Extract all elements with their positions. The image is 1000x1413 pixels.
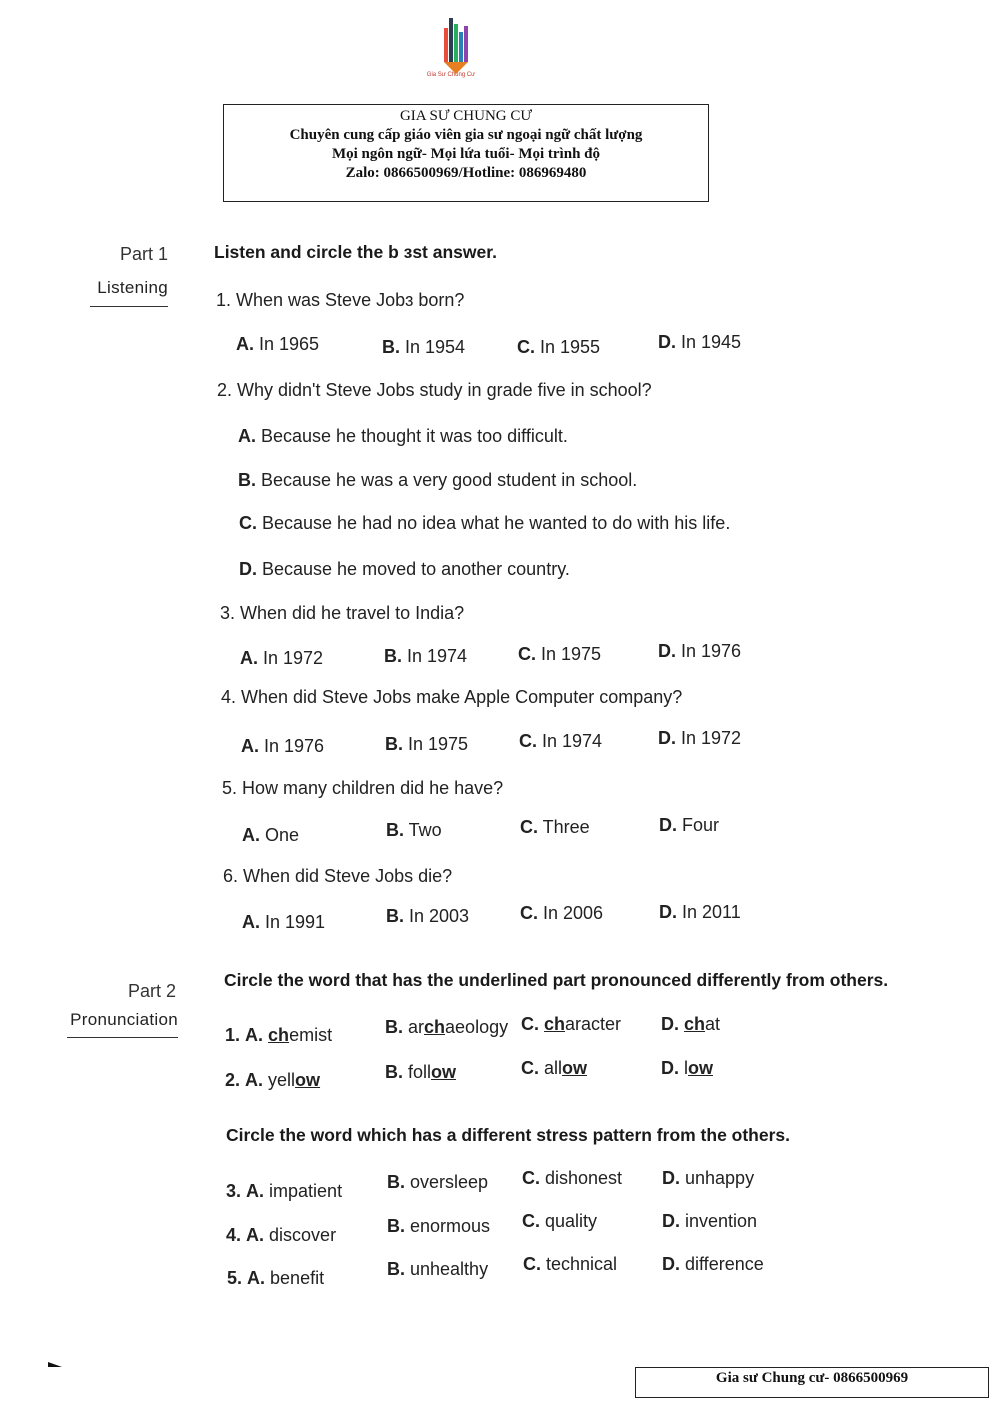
option-text: dishonest bbox=[540, 1168, 623, 1188]
q3-option-a[interactable] bbox=[240, 648, 323, 669]
q2-option-d[interactable] bbox=[239, 559, 570, 580]
option-letter: C. bbox=[522, 1168, 540, 1188]
option-text: In 1972 bbox=[676, 728, 742, 748]
option-letter: D. bbox=[659, 902, 677, 922]
part2-instruction-2: Circle the word which has a different stress pattern from the others. bbox=[226, 1125, 791, 1145]
q4-option-d[interactable] bbox=[658, 728, 741, 749]
option-letter: D. bbox=[659, 815, 677, 835]
logo-text: Gia Sư Chung Cư bbox=[426, 72, 476, 78]
option-text: difference bbox=[680, 1254, 764, 1274]
option-text: at bbox=[705, 1014, 721, 1034]
option-text: ch bbox=[544, 1014, 566, 1034]
option-text: benefit bbox=[265, 1268, 325, 1288]
option-letter: B. bbox=[238, 470, 256, 490]
option-letter: D. bbox=[658, 641, 676, 661]
option-letter: B. bbox=[387, 1216, 405, 1236]
part1-instruction: Listen and circle the b ɜst answer. bbox=[214, 242, 497, 262]
option-letter: C. bbox=[517, 337, 535, 357]
question-2: 2. Why didn't Steve Jobs study in grade five in school? bbox=[217, 380, 652, 400]
option-text: invention bbox=[680, 1211, 758, 1231]
option-letter: C. bbox=[522, 1211, 540, 1231]
option-letter: A. bbox=[242, 825, 260, 845]
q5-option-c[interactable] bbox=[520, 817, 590, 838]
option-text: In 1972 bbox=[258, 648, 324, 668]
option-text: unhappy bbox=[680, 1168, 755, 1188]
part2-underline bbox=[67, 1037, 178, 1038]
option-letter: 5. bbox=[227, 1268, 243, 1288]
option-text: Because he had no idea what he wanted to do with his life. bbox=[257, 513, 731, 533]
stress-3-option-d[interactable] bbox=[662, 1168, 754, 1189]
stress-5-option-a[interactable] bbox=[227, 1268, 324, 1289]
stress-5-option-c[interactable] bbox=[523, 1254, 617, 1275]
option-text: In 1991 bbox=[260, 912, 326, 932]
option-letter: A. bbox=[236, 334, 254, 354]
q3-option-d[interactable] bbox=[658, 641, 741, 662]
pron-1-option-c[interactable] bbox=[521, 1014, 621, 1035]
q4-option-a[interactable] bbox=[241, 736, 324, 757]
option-letter: B. bbox=[385, 1017, 403, 1037]
part1-label: Part 1 bbox=[119, 244, 168, 264]
question-3: 3. When did he travel to India? bbox=[220, 603, 465, 623]
pron-2-option-b[interactable] bbox=[385, 1062, 456, 1083]
option-text: Three bbox=[538, 817, 590, 837]
part2-sub: Pronunciation bbox=[70, 1010, 178, 1029]
option-letter: B. bbox=[384, 646, 402, 666]
option-text: l bbox=[679, 1058, 688, 1078]
q3-option-c[interactable] bbox=[518, 644, 601, 665]
option-text: Because he moved to another country. bbox=[257, 559, 570, 579]
option-letter: B. bbox=[386, 820, 404, 840]
option-text: yell bbox=[263, 1070, 296, 1090]
option-text: aracter bbox=[565, 1014, 622, 1034]
option-letter: D. bbox=[239, 559, 257, 579]
part2-label: Part 2 bbox=[127, 981, 176, 1001]
footer-box: Gia sư Chung cư- 0866500969 bbox=[635, 1367, 989, 1398]
option-text: oversleep bbox=[405, 1172, 489, 1192]
q6-option-c[interactable] bbox=[520, 903, 603, 924]
option-letter: B. bbox=[387, 1259, 405, 1279]
header-line-3: Mọi ngôn ngữ- Mọi lứa tuổi- Mọi trình độ bbox=[331, 146, 600, 162]
option-letter: 4. bbox=[226, 1225, 242, 1245]
header-line-2: Chuyên cung cấp giáo viên gia sư ngoại ngữ chất lượng bbox=[289, 127, 643, 143]
stress-4-option-c[interactable] bbox=[522, 1211, 597, 1232]
pron-1-option-a[interactable] bbox=[225, 1025, 332, 1046]
option-letter: A. bbox=[246, 1225, 265, 1245]
corner-mark-icon bbox=[48, 1362, 62, 1367]
q2-option-b[interactable] bbox=[238, 470, 637, 491]
pron-2-option-a[interactable] bbox=[225, 1070, 320, 1091]
option-text: In 1975 bbox=[403, 734, 469, 754]
option-letter: C. bbox=[520, 817, 538, 837]
part1-sub: Listening bbox=[97, 278, 168, 297]
option-letter: A. bbox=[238, 426, 256, 446]
part2-instruction-1: Circle the word that has the underlined part pronounced differently from others. bbox=[224, 970, 889, 990]
option-text: quality bbox=[540, 1211, 598, 1231]
option-text: ar bbox=[403, 1017, 425, 1037]
option-text: In 2003 bbox=[404, 906, 470, 926]
option-text: enormous bbox=[405, 1216, 491, 1236]
option-text: In 1974 bbox=[402, 646, 468, 666]
q4-option-b[interactable] bbox=[385, 734, 468, 755]
option-text: impatient bbox=[264, 1181, 343, 1201]
option-letter: 3. bbox=[226, 1181, 242, 1201]
q1-option-b[interactable] bbox=[382, 337, 465, 358]
option-letter: C. bbox=[520, 903, 538, 923]
q5-option-a[interactable] bbox=[242, 825, 299, 846]
option-text: In 1954 bbox=[400, 337, 466, 357]
stress-4-option-b[interactable] bbox=[387, 1216, 490, 1237]
option-text: ow bbox=[562, 1058, 588, 1078]
option-letter: A. bbox=[247, 1268, 266, 1288]
pron-1-option-d[interactable] bbox=[661, 1014, 720, 1035]
option-text: Four bbox=[677, 815, 720, 835]
option-letter: A. bbox=[241, 736, 259, 756]
question-1: 1. When was Steve Jobɜ born? bbox=[216, 290, 465, 310]
option-text: technical bbox=[541, 1254, 618, 1274]
option-letter: D. bbox=[662, 1254, 680, 1274]
option-text: ow bbox=[688, 1058, 713, 1078]
header-title: GIA SƯ CHUNG CƯ bbox=[399, 108, 533, 124]
option-letter: A. bbox=[240, 648, 258, 668]
option-text: Because he thought it was too difficult. bbox=[256, 426, 568, 446]
option-text: discover bbox=[264, 1225, 337, 1245]
option-letter: A. bbox=[246, 1181, 265, 1201]
option-text: unhealthy bbox=[405, 1259, 489, 1279]
q2-option-a[interactable] bbox=[238, 426, 568, 447]
q5-option-d[interactable] bbox=[659, 815, 719, 836]
option-text: all bbox=[539, 1058, 563, 1078]
stress-3-option-a[interactable] bbox=[226, 1181, 342, 1202]
option-letter: B. bbox=[382, 337, 400, 357]
option-text: ch bbox=[268, 1025, 290, 1045]
option-text: In 1945 bbox=[676, 332, 742, 352]
option-text: ch bbox=[424, 1017, 446, 1037]
pron-2-option-d[interactable] bbox=[661, 1058, 713, 1079]
stress-5-option-b[interactable] bbox=[387, 1259, 488, 1280]
header-box bbox=[223, 104, 709, 202]
q1-option-a[interactable] bbox=[236, 334, 319, 355]
q6-option-b[interactable] bbox=[386, 906, 469, 927]
option-letter: B. bbox=[385, 1062, 403, 1082]
option-letter: C. bbox=[521, 1014, 539, 1034]
q2-option-c[interactable] bbox=[239, 513, 730, 534]
option-text: In 2011 bbox=[677, 902, 741, 922]
option-letter: B. bbox=[387, 1172, 405, 1192]
option-letter: 1. bbox=[225, 1025, 241, 1045]
option-letter: D. bbox=[662, 1168, 680, 1188]
option-letter: 2. bbox=[225, 1070, 241, 1090]
option-letter: A. bbox=[245, 1070, 264, 1090]
option-letter: C. bbox=[523, 1254, 541, 1274]
stress-4-option-a[interactable] bbox=[226, 1225, 336, 1246]
option-letter: D. bbox=[658, 332, 676, 352]
option-letter: D. bbox=[661, 1058, 679, 1078]
stress-5-option-d[interactable] bbox=[662, 1254, 764, 1275]
q5-option-b[interactable] bbox=[386, 820, 442, 841]
option-text: emist bbox=[289, 1025, 333, 1045]
q6-option-a[interactable] bbox=[242, 912, 325, 933]
option-text: One bbox=[260, 825, 300, 845]
option-letter: B. bbox=[385, 734, 403, 754]
option-text: ow bbox=[431, 1062, 457, 1082]
question-6: 6. When did Steve Jobs die? bbox=[223, 866, 453, 886]
option-text: Because he was a very good student in school. bbox=[256, 470, 638, 490]
q1-option-d[interactable] bbox=[658, 332, 741, 353]
q6-option-d[interactable] bbox=[659, 902, 741, 923]
stress-3-option-c[interactable] bbox=[522, 1168, 622, 1189]
option-text: foll bbox=[403, 1062, 432, 1082]
option-text: In 1976 bbox=[676, 641, 742, 661]
option-text: In 1975 bbox=[536, 644, 602, 664]
stress-3-option-b[interactable] bbox=[387, 1172, 488, 1193]
question-5: 5. How many children did he have? bbox=[222, 778, 504, 798]
option-letter: C. bbox=[519, 731, 537, 751]
option-text: Two bbox=[404, 820, 442, 840]
stress-4-option-d[interactable] bbox=[662, 1211, 757, 1232]
option-letter: A. bbox=[245, 1025, 264, 1045]
option-text: In 1965 bbox=[254, 334, 320, 354]
option-text: In 1955 bbox=[535, 337, 601, 357]
q4-option-c[interactable] bbox=[519, 731, 602, 752]
option-text: ow bbox=[295, 1070, 321, 1090]
option-letter: C. bbox=[518, 644, 536, 664]
option-text: In 1974 bbox=[537, 731, 603, 751]
q3-option-b[interactable] bbox=[384, 646, 467, 667]
option-text: In 1976 bbox=[259, 736, 325, 756]
pron-2-option-c[interactable] bbox=[521, 1058, 587, 1079]
header-line-4: Zalo: 0866500969/Hotline: 086969480 bbox=[345, 165, 587, 181]
option-letter: D. bbox=[662, 1211, 680, 1231]
option-letter: C. bbox=[239, 513, 257, 533]
option-letter: B. bbox=[386, 906, 404, 926]
pron-1-option-b[interactable] bbox=[385, 1017, 508, 1038]
part1-underline bbox=[90, 306, 168, 307]
question-4: 4. When did Steve Jobs make Apple Computer company? bbox=[221, 687, 683, 707]
option-text: In 2006 bbox=[538, 903, 604, 923]
q1-option-c[interactable] bbox=[517, 337, 600, 358]
option-letter: D. bbox=[658, 728, 676, 748]
option-letter: D. bbox=[661, 1014, 679, 1034]
option-letter: C. bbox=[521, 1058, 539, 1078]
option-letter: A. bbox=[242, 912, 260, 932]
option-text: ch bbox=[684, 1014, 706, 1034]
option-text: aeology bbox=[445, 1017, 509, 1037]
